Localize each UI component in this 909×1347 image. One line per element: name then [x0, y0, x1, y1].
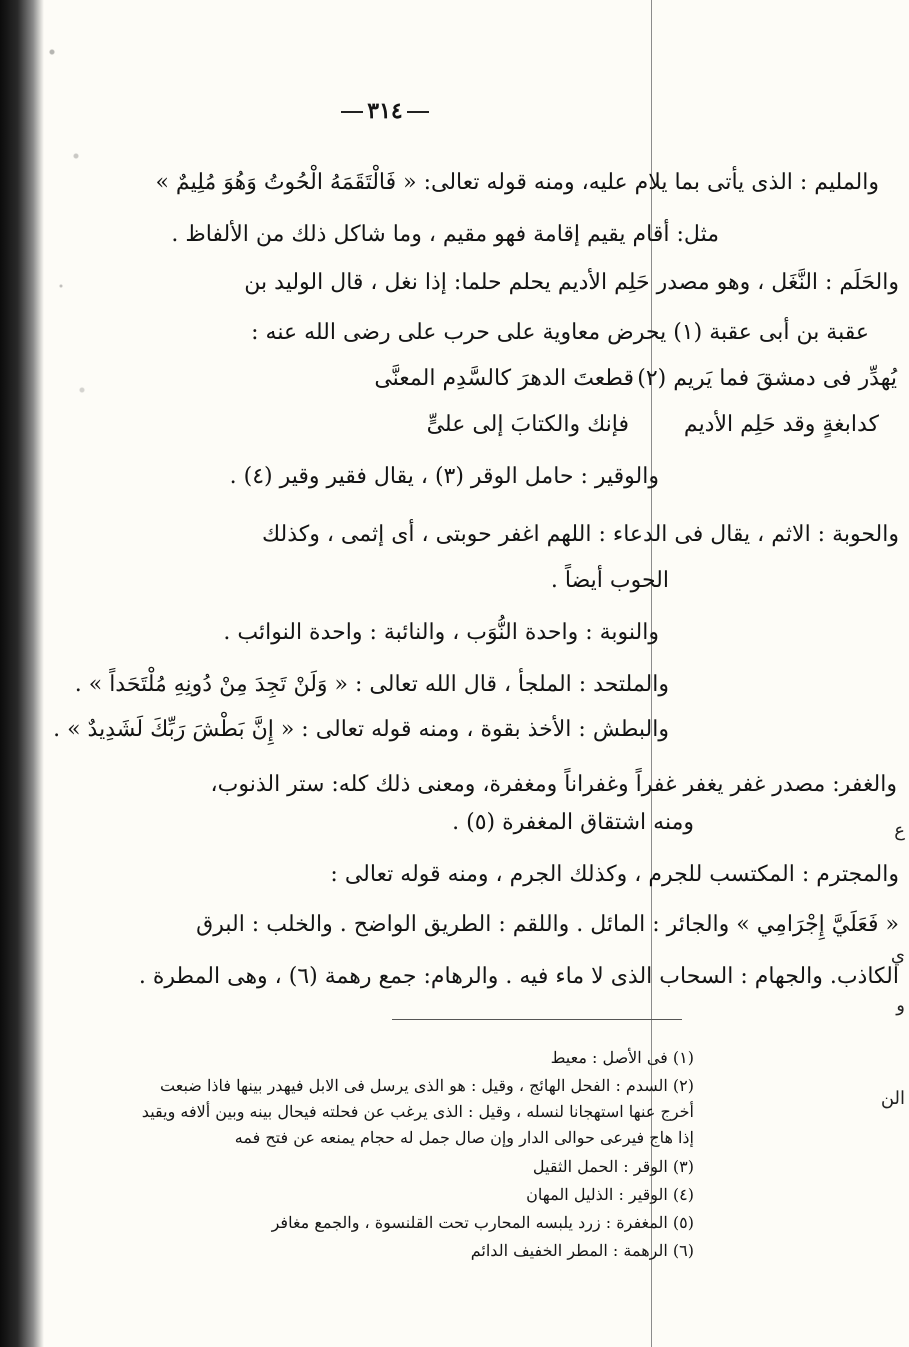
scan-speckle — [40, 0, 100, 520]
body-line: والمليم : الذى يأتى بما يلام عليه، ومنه قوله تعالى: « فَالْتَقَمَهُ الْحُوتُ وَهُوَ مُلِيمٌ » — [155, 170, 879, 195]
footnote: (٦) الرهمة : المطر الخفيف الدائم — [470, 1241, 694, 1260]
binding-shadow-dark — [0, 0, 44, 1347]
verse-first-hemistich: قطعتَ الدهرَ كالسَّدِم المعنَّى — [374, 366, 634, 391]
body-line: عقبة بن أبى عقبة (١) يحرض معاوية على حرب على رضى الله عنه : — [251, 320, 869, 345]
binding-shadow — [0, 0, 70, 1347]
footnote: (٣) الوقر : الحمل الثقيل — [532, 1157, 694, 1176]
body-line: مثل: أقام يقيم إقامة فهو مقيم ، وما شاكل ذلك من الألفاظ . — [171, 222, 719, 247]
body-line: ومنه اشتقاق المغفرة (٥) . — [452, 810, 694, 835]
footnote: (١) فى الأصل : معيط — [550, 1048, 694, 1067]
body-line: « فَعَلَيَّ إِجْرَامِي » والجائر : المائل . واللقم : الطريق الواضح . والخلب : البرق — [196, 912, 899, 937]
right-margin-bleed — [880, 0, 909, 1347]
footnote: (٢) السدم : الفحل الهائج ، وقيل : هو الذى يرسل فى الابل فيهدر بينها فاذا ضبعت — [160, 1076, 694, 1095]
body-line: والوقير : حامل الوقر (٣) ، يقال فقير وقير (٤) . — [229, 464, 659, 489]
body-line: والحَلَم : النَّغَل ، وهو مصدر حَلِم الأديم يحلم حلما: إذا نغل ، قال الوليد بن — [244, 270, 899, 295]
footnote: (٤) الوقير : الذليل المهان — [526, 1185, 694, 1204]
margin-glyph: الن — [880, 1088, 905, 1109]
margin-glyph: ي — [890, 945, 905, 966]
margin-glyph: و — [896, 995, 905, 1016]
footnote: (٥) المغفرة : زرد يلبسه المحارب تحت القلنسوة ، والجمع مغافر — [271, 1213, 694, 1232]
body-line: والبطش : الأخذ بقوة ، ومنه قوله تعالى : « إِنَّ بَطْشَ رَبِّكَ لَشَدِيدٌ » . — [53, 717, 669, 742]
margin-glyph: ع — [894, 820, 905, 841]
verse-first-hemistich: فإنك والكتابَ إلى علىٍّ — [426, 412, 629, 437]
body-line: والحوبة : الاثم ، يقال فى الدعاء : اللهم اغفر حوبتى ، أى إثمى ، وكذلك — [261, 522, 899, 547]
body-line: الكاذب. والجهام : السحاب الذى لا ماء فيه . والرهام: جمع رهمة (٦) ، وهى المطرة . — [138, 964, 899, 989]
body-line: والنوبة : واحدة النُّوَب ، والنائبة : واحدة النوائب . — [223, 620, 659, 645]
body-line: والغفر: مصدر غفر يغفر غفراً وغفراناً ومغفرة، ومعنى ذلك كله: ستر الذنوب، — [210, 772, 897, 797]
verse-second-hemistich: كدابغةٍ وقد حَلِم الأديم — [683, 412, 879, 437]
footnote: إذا هاج فيرعى حوالى الدار وإن صال جمل له حجام يمنعه عن فتح فمه — [234, 1128, 694, 1147]
body-line: والمجترم : المكتسب للجرم ، وكذلك الجرم ، ومنه قوله تعالى : — [330, 862, 899, 887]
body-line: والملتحد : الملجأ ، قال الله تعالى : « وَلَنْ تَجِدَ مِنْ دُونِهِ مُلْتَحَداً » . — [74, 672, 669, 697]
footnote: أخرج عنها استهجانا لنسله ، وقيل : الذى يرغب عن فحلته فيحال بينه وبين ألافه ويقيد — [141, 1102, 694, 1121]
verse-second-hemistich: يُهدِّر فى دمشقَ فما يَريم (٢) — [637, 366, 897, 391]
page-number: ٣١٤ — [330, 98, 440, 124]
footnote-separator — [392, 1019, 682, 1020]
body-line: الحوب أيضاً . — [550, 568, 669, 593]
